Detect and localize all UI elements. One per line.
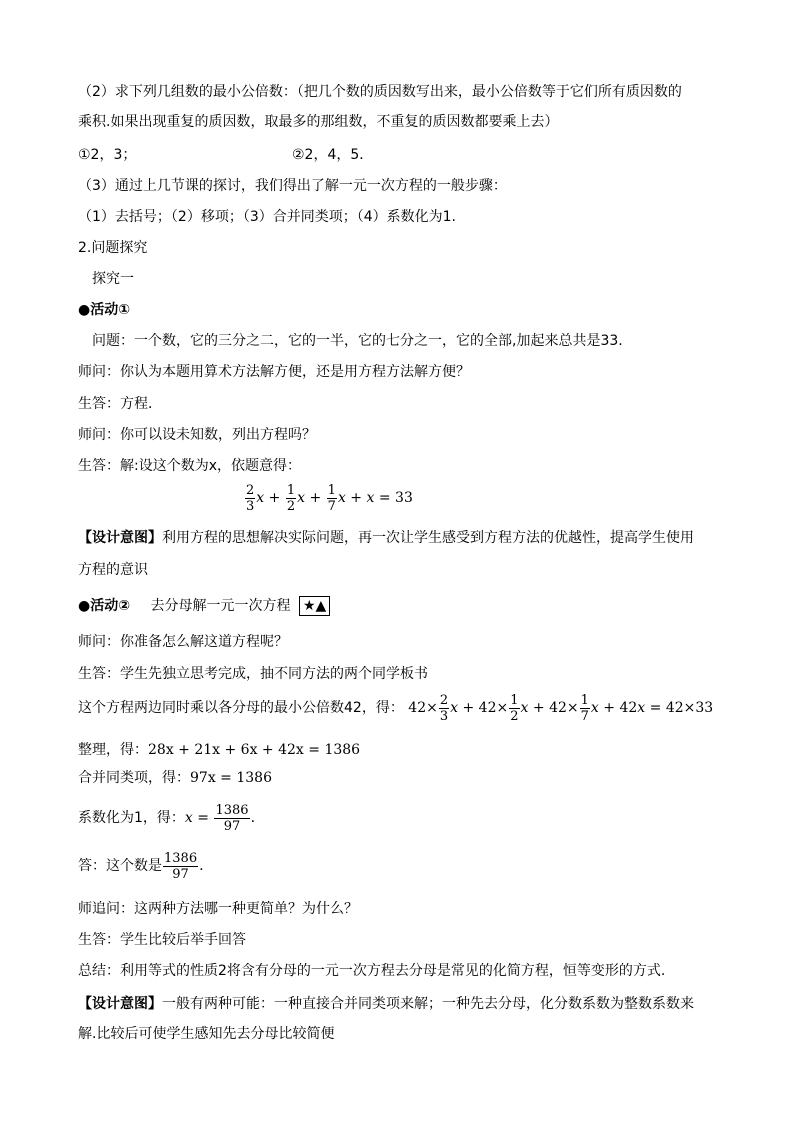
tidy-line: 整理，得：28x + 21x + 6x + 42x = 1386 [78,742,361,758]
section-subtitle: 探究一 [92,271,134,287]
activity1-label: ●活动① [78,302,131,318]
teacher-follow-up: 师追问：这两种方法哪一种更简单？为什么？ [78,901,358,917]
review-q2-line2: 乘积.如果出现重复的质因数，取最多的那组数，不重复的质因数都要乘上去） [78,114,559,130]
activity2-design-line2: 解.比较后可使学生感知先去分母比较简便 [78,1026,335,1042]
difficulty-stars: ★▲ [299,596,330,616]
activity2-label: ●活动② [78,598,131,614]
activity2-header [78,596,330,616]
summary: 总结：利用等式的性质2将含有分母的一元一次方程去分母是常见的化简方程，恒等变形的方式. [78,963,666,979]
student-follow-up: 生答：学生比较后举手回答 [78,932,246,948]
activity1-student-a1: 生答：方程． [78,396,162,412]
section-title: 2.问题探究 [78,240,148,256]
review-q2-line1: （2）求下列几组数的最小公倍数：（把几个数的质因数写出来，最小公倍数等于它们所有质因数的 [78,84,682,100]
fraction-one-half: $\frac{1}{2}$ [286,482,296,514]
combine-equation: 97x = 1386 [190,770,272,786]
equation-2: 42× $\frac{2}{3}$ x + 42× $\frac{1}{2}$ x + 42× $\frac{1}{7}$ x + 42x = 42×33 [408,692,714,724]
equation-1: $\frac{2}{3}$ x + $\frac{1}{2}$ x + $\frac{1}{7}$ x + x = 33 [246,482,413,514]
activity1-teacher-q1: 师问：你认为本题用算术方法解方便，还是用方程方法解方便？ [78,364,470,380]
review-q3: （3）通过上几节课的探讨，我们得出了解一元一次方程的一般步骤： [78,178,507,194]
solution-fraction: $\frac{1386}{97}$ [215,802,249,834]
tidy-equation: 28x + 21x + 6x + 42x = 1386 [148,742,361,758]
answer-fraction: $\frac{1386}{97}$ [164,850,198,882]
activity1-teacher-q2: 师问：你可以设未知数，列出方程吗？ [78,427,316,443]
combine-line: 合并同类项，得：97x = 1386 [78,770,272,786]
activity2-teacher-q1: 师问：你准备怎么解这道方程呢？ [78,634,288,650]
coefficient-line: 系数化为1，得：x = $\frac{1386}{97}$ . [78,802,256,834]
activity2-student-a1: 生答：学生先独立思考完成，抽不同方法的两个同学板书 [78,666,428,682]
activity1-design-line2: 方程的意识 [78,562,148,578]
activity1-design-line1: 【设计意图】利用方程的思想解决实际问题，再一次让学生感受到方程方法的优越性，提高学生使用 [78,530,694,546]
review-q2-item1: ①2，3； [78,147,137,163]
review-steps: （1）去括号；（2）移项；（3）合并同类项；（4）系数化为1. [78,209,456,225]
fraction-one-seventh: $\frac{1}{7}$ [327,482,336,514]
activity2-title: 去分母解一元一次方程 [150,598,291,614]
fraction-two-thirds: $\frac{2}{3}$ [246,482,255,514]
activity1-problem: 问题：一个数，它的三分之二，它的一半，它的七分之一，它的全部,加起来总共是33. [92,333,623,349]
activity1-student-a2: 生答：解:设这个数为x，依题意得： [78,458,302,474]
multiply-line: 这个方程两边同时乘以各分母的最小公倍数42，得： 42× $\frac{2}{3}$ x + 42× $\frac{1}{2}$ x + 42× $\frac{1}{7}$ x + 42x = 42×33 [78,692,714,724]
review-q2-item2: ②2，4，5． [292,147,374,163]
answer-line: 答：这个数是 $\frac{1386}{97}$ . [78,850,204,882]
activity2-design-line1: 【设计意图】一般有两种可能：一种直接合并同类项来解；一种先去分母，化分数系数为整数系数来 [78,996,694,1012]
